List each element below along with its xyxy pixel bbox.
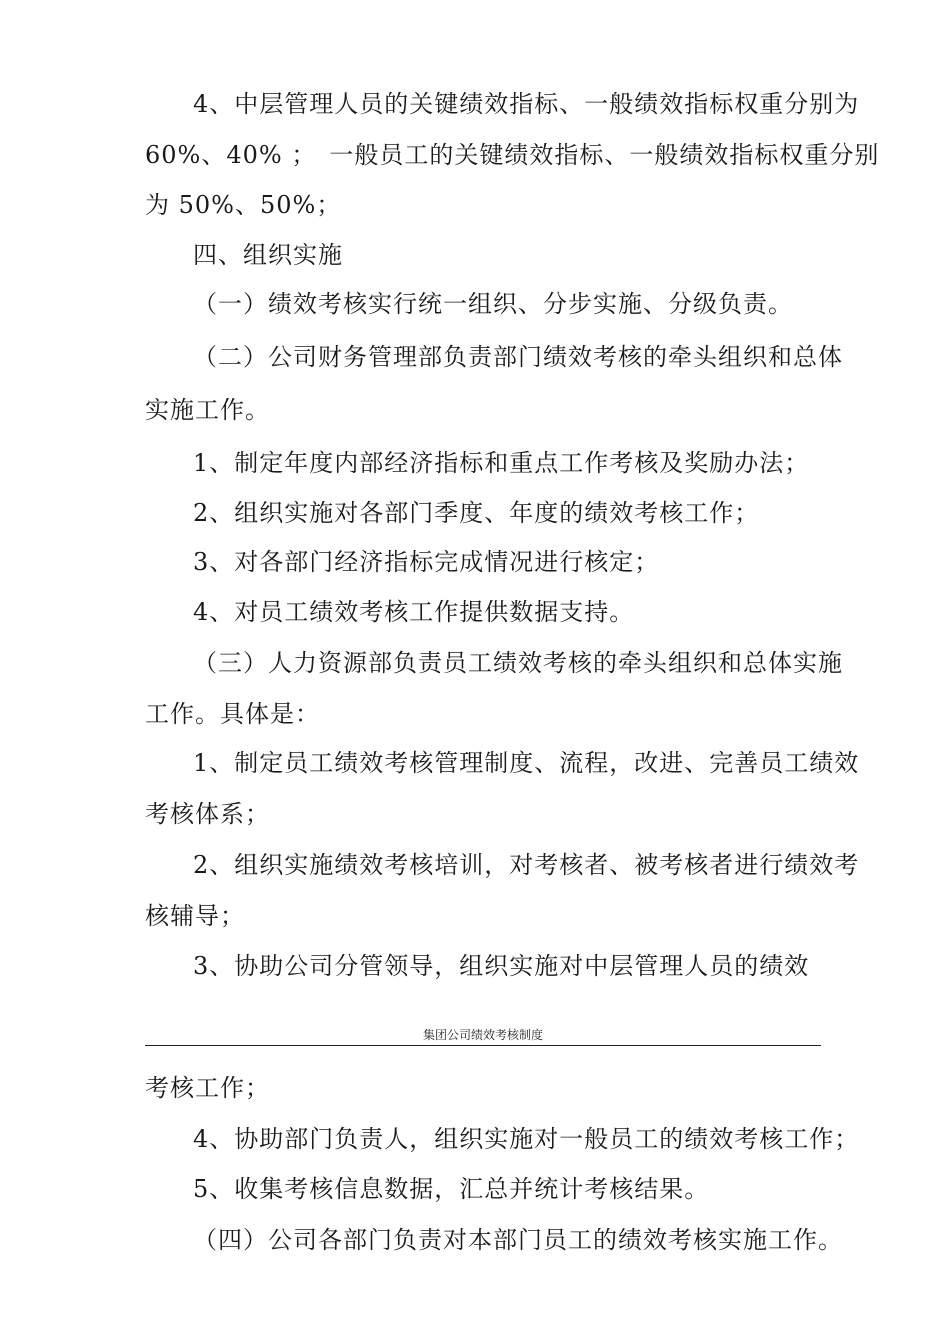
paragraph-line: 4、对员工绩效考核工作提供数据支持。 <box>193 598 635 626</box>
paragraph-line: （一）绩效考核实行统一组织、分步实施、分级负责。 <box>193 290 793 318</box>
paragraph-line: 1、制定年度内部经济指标和重点工作考核及奖励办法； <box>193 449 810 477</box>
paragraph-line: （三）人力资源部负责员工绩效考核的牵头组织和总体实施 <box>193 649 843 677</box>
paragraph-line: 考核工作； <box>145 1074 270 1102</box>
paragraph-line: 2、组织实施对各部门季度、年度的绩效考核工作； <box>193 499 760 527</box>
paragraph-line: 工作。具体是： <box>145 700 320 728</box>
paragraph-line: 3、协助公司分管领导，组织实施对中层管理人员的绩效 <box>193 952 810 980</box>
paragraph-line: 3、对各部门经济指标完成情况进行核定； <box>193 548 660 576</box>
paragraph-line: （四）公司各部门负责对本部门员工的绩效考核实施工作。 <box>193 1226 843 1254</box>
paragraph-line: 4、协助部门负责人，组织实施对一般员工的绩效考核工作； <box>193 1125 860 1153</box>
section-heading: 四、组织实施 <box>193 241 343 269</box>
paragraph-line: 核辅导； <box>145 902 245 930</box>
paragraph-line: 为 50%、50%； <box>145 191 342 219</box>
paragraph-line: 5、收集考核信息数据，汇总并统计考核结果。 <box>193 1175 710 1203</box>
paragraph-line: 2、组织实施绩效考核培训，对考核者、被考核者进行绩效考 <box>193 851 860 879</box>
paragraph-line: 实施工作。 <box>145 396 270 424</box>
paragraph-line: （二）公司财务管理部负责部门绩效考核的牵头组织和总体 <box>193 343 843 371</box>
paragraph-line: 1、制定员工绩效考核管理制度、流程，改进、完善员工绩效 <box>193 749 860 777</box>
paragraph-line: 考核体系； <box>145 800 270 828</box>
paragraph-line: 4、中层管理人员的关键绩效指标、一般绩效指标权重分别为 <box>193 90 860 118</box>
paragraph-line: 60%、40% ； 一般员工的关键绩效指标、一般绩效指标权重分别 <box>145 141 880 169</box>
page-footer-title: 集团公司绩效考核制度 <box>422 1028 543 1042</box>
footer-divider <box>145 1045 821 1046</box>
